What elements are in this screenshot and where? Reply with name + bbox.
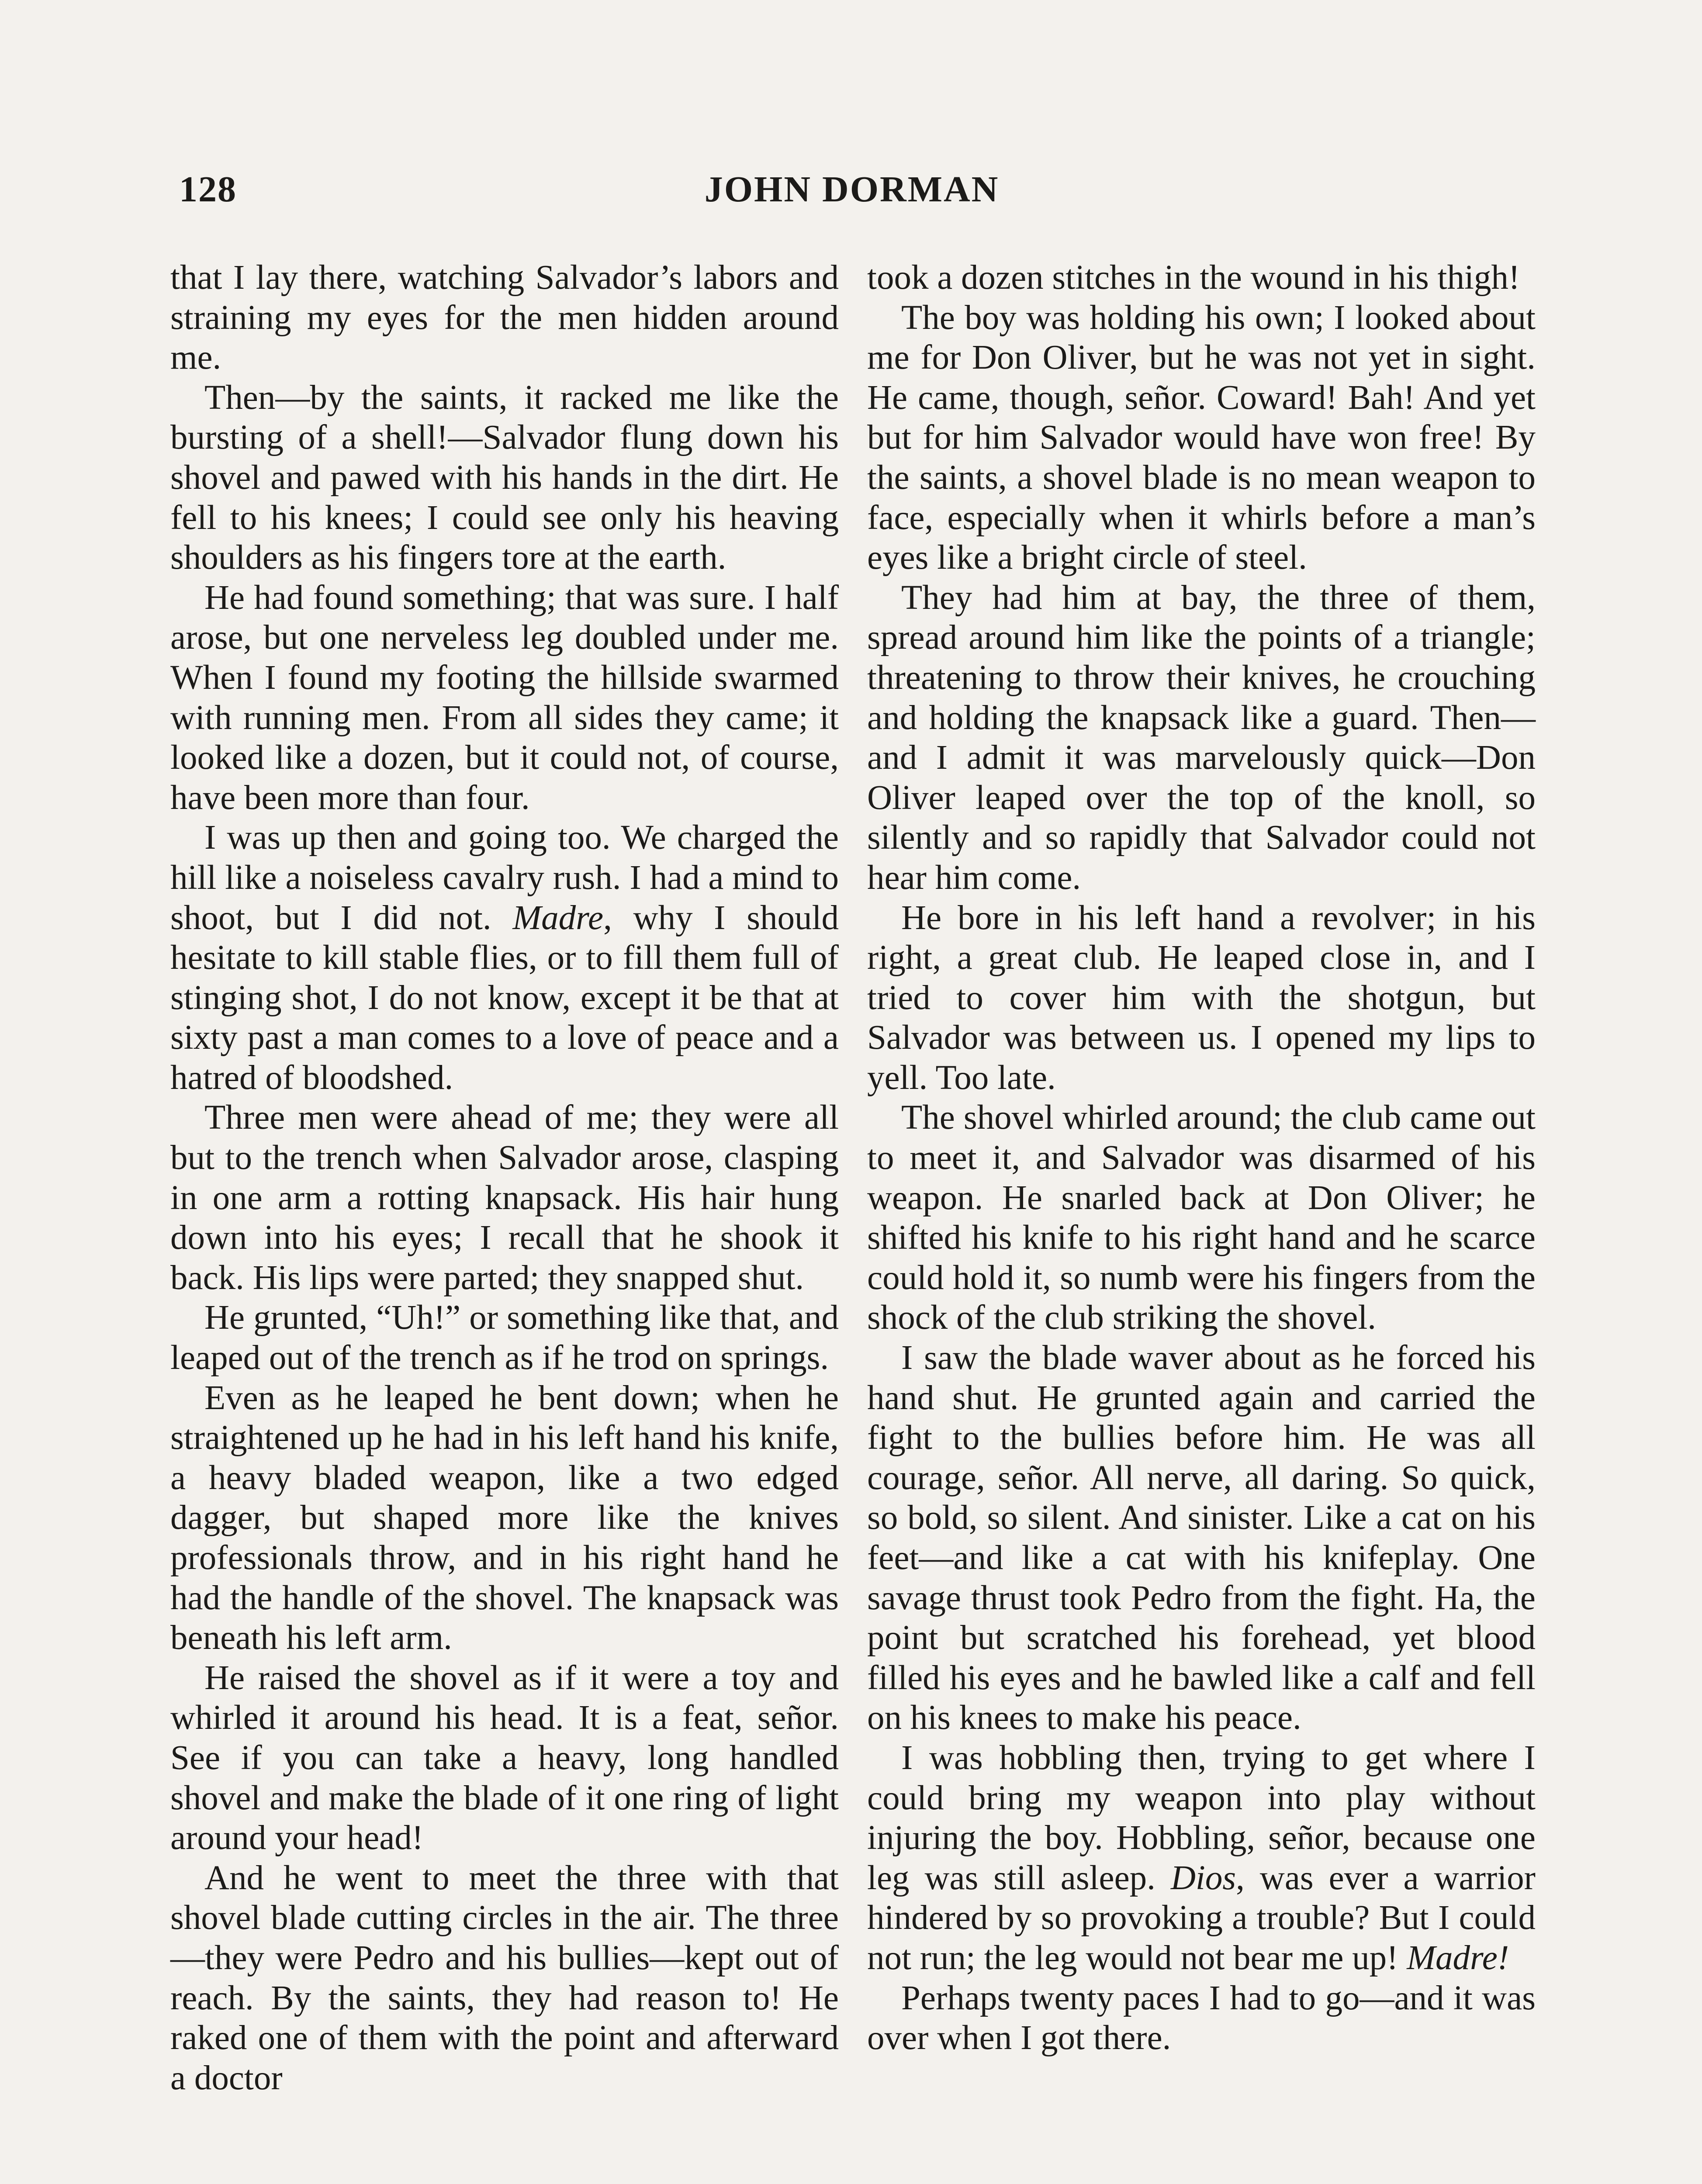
paragraph: took a dozen stitches in the wound in his thigh! [867,259,1520,297]
paragraph: He raised the shovel as if it were a toy and whirled it around his head. It is a feat, señor. See if you can take a heavy, long handled shovel and make the blade of it one ring of light around your head! [170,1659,839,1857]
paragraph: And he went to meet the three with that shovel blade cutting circles in the air. The three—they were Pedro and his bullies—kept out of reach. By the saints, they had reason to! He raked one of them with the point and afterward a doctor [170,1859,839,2097]
paragraph: Then—by the saints, it racked me like the bursting of a shell!—Salvador flung down his shovel and pawed with his hands in the dirt. He fell to his knees; I could see only his heaving shoulders as his fingers tore at the earth. [170,378,839,577]
paragraph: The shovel whirled around; the club came out to meet it, and Salvador was disarmed of his weapon. He snarled back at Don Oliver; he shifted his knife to his right hand and he scarce could hold it, so numb were his fingers from the shock of the club striking the shovel. [867,1099,1536,1337]
paragraph: Perhaps twenty paces I had to go—and it was over when I got there. [867,1979,1536,2057]
paragraph: I was up then and going too. We charged the hill like a noiseless cavalry rush. I had a mind to shoot, but I did not. Madre, why I should hesitate to kill stable flies, or to fill them full of stinging shot, I do not know, except it be that at sixty past a man comes to a love of peace and a hatred of bloodshed. [170,819,839,1097]
page-header [170,168,1533,221]
running-head: JOHN DORMAN [704,169,1000,210]
paragraph: They had him at bay, the three of them, spread around him like the points of a triangle; threatening to throw their knives, he crouching and holding the knapsack like a guard. Then—and I admit it was marvelously quick—Don Oliver leaped over the top of the knoll, so silently and so rapidly that Salvador could not hear him come. [867,578,1536,897]
paragraph: He bore in his left hand a revolver; in his right, a great club. He leaped close in, and I tried to cover him with the shotgun, but Salvador was between us. I opened my lips to yell. Too late. [867,898,1536,1097]
right-text-column [867,258,1536,2058]
paragraph: The boy was holding his own; I looked about me for Don Oliver, but he was not yet in sight. He came, though, señor. Coward! Bah! And yet but for him Salvador would have won free! By the saints, a shovel blade is no mean weapon to face, especially when it whirls before a man’s eyes like a bright circle of steel. [867,298,1536,577]
paragraph: He grunted, “Uh!” or something like that, and leaped out of the trench as if he trod on springs. [170,1299,839,1377]
paragraph: that I lay there, watching Salvador’s labors and straining my eyes for the men hidden around me. [170,259,839,377]
paragraph: I was hobbling then, trying to get where I could bring my weapon into play without injuring the boy. Hobbling, señor, because one leg was still asleep. Dios, was ever a warrior hindered by so provoking a trouble? But I could not run; the leg would not bear me up! Madre! [867,1738,1536,1977]
paragraph: Even as he leaped he bent down; when he straightened up he had in his left hand his knife, a heavy bladed weapon, like a two edged dagger, but shaped more like the knives professionals throw, and in his right hand he had the handle of the shovel. The knapsack was beneath his left arm. [170,1379,839,1657]
page-number: 128 [179,169,237,210]
paragraph: I saw the blade waver about as he forced his hand shut. He grunted again and carried the fight to the bullies before him. He was all courage, señor. All nerve, all daring. So quick, so bold, so silent. And sinister. Like a cat on his feet—and like a cat with his knifeplay. One savage thrust took Pedro from the fight. Ha, the point but scratched his forehead, yet blood filled his eyes and he bawled like a calf and fell on his knees to make his peace. [867,1339,1536,1737]
paragraph: Three men were ahead of me; they were all but to the trench when Salvador arose, clasping in one arm a rotting knapsack. His hair hung down into his eyes; I recall that he shook it back. His lips were parted; they snapped shut. [170,1099,839,1297]
paragraph: He had found something; that was sure. I half arose, but one nerveless leg doubled under me. When I found my footing the hillside swarmed with running men. From all sides they came; it looked like a dozen, but it could not, of course, have been more than four. [170,578,839,817]
left-text-column [170,258,839,2098]
